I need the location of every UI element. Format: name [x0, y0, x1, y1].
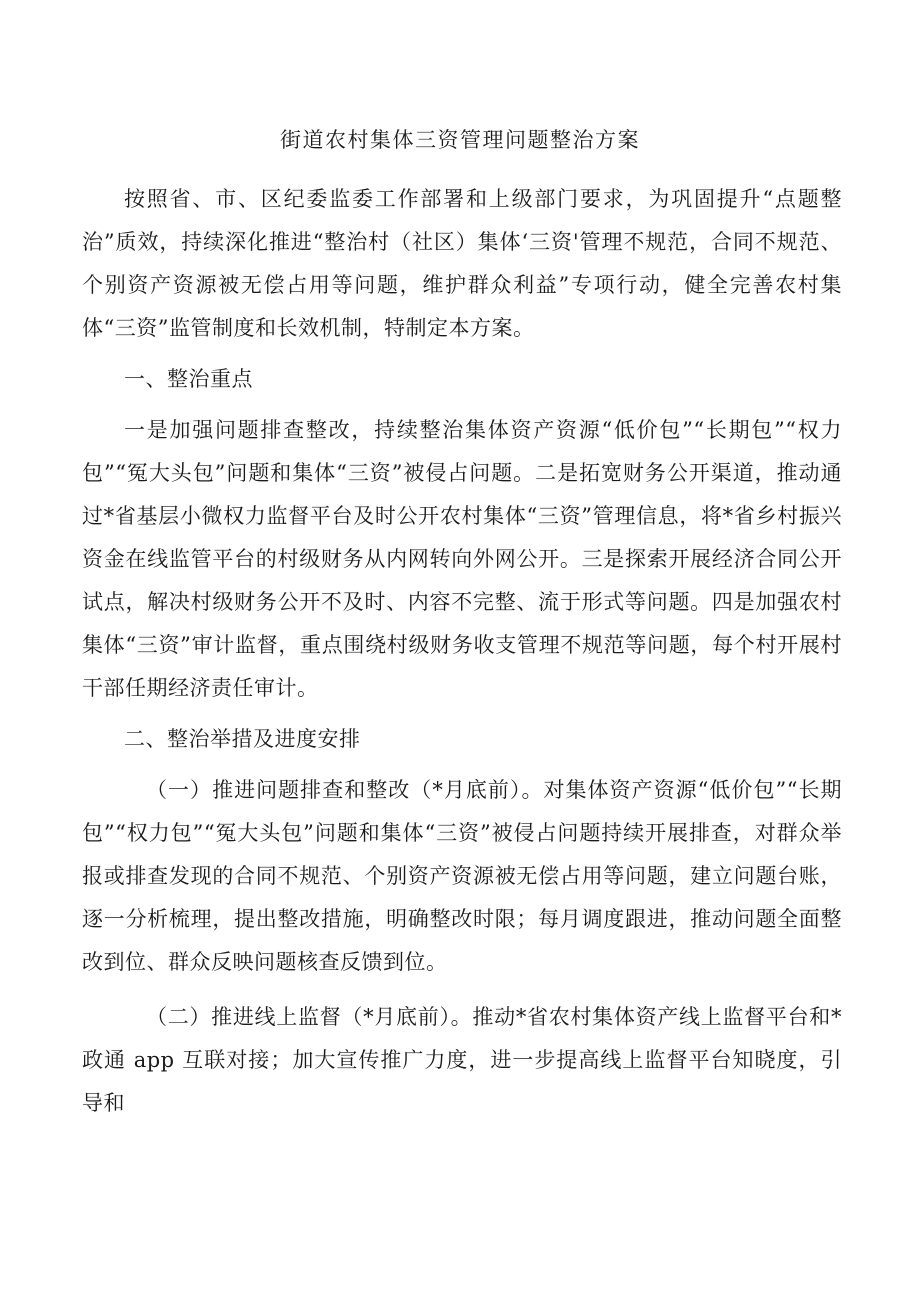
- section-focus-paragraph: 一是加强问题排查整改，持续整治集体资产资源“低价包”“长期包”“权力包”“冤大头包”问题和集体“三资”被侵占问题。二是拓宽财务公开渠道，推动通过*省基层小微权力监督平台及时公开农村集体“三资”管理信息，将*省乡村振兴资金在线监管平台的村级财务从内网转向外网公开。三是探索开展经济合同公开试点，解决村级财务公开不及时、内容不完整、流于形式等问题。四是加强农村集体“三资”审计监督，重点围绕村级财务收支管理不规范等问题，每个村开展村干部任期经济责任审计。: [82, 418, 842, 700]
- document-body: [82, 178, 842, 1125]
- section-heading-measures: 二、整治举措及进度安排: [124, 727, 361, 751]
- subsection-1-paragraph: （一）推进问题排查和整改（*月底前）。对集体资产资源“低价包”“长期包”“权力包”“冤大头包”问题和集体“三资”被侵占问题持续开展排查，对群众举报或排查发现的合同不规范、个别资产资源被无偿占用等问题，建立问题台账，逐一分析梳理，提出整改措施，明确整改时限；每月调度跟进，推动问题全面整改到位、群众反映问题核查反馈到位。: [82, 778, 842, 974]
- document-title: 街道农村集体三资管理问题整治方案: [280, 128, 640, 152]
- subsection-2-paragraph: （二）推进线上监督（*月底前）。推动*省农村集体资产线上监督平台和*政通 app 互联对接；加大宣传推广力度，进一步提高线上监督平台知晓度，引导和: [82, 1005, 842, 1115]
- section-heading-focus: 一、整治重点: [124, 367, 253, 391]
- intro-paragraph: 按照省、市、区纪委监委工作部署和上级部门要求，为巩固提升“点题整治”质效，持续深化推进“整治村（社区）集体‘三资'管理不规范，合同不规范、个别资产资源被无偿占用等问题，维护群众利益”专项行动，健全完善农村集体“三资”监管制度和长效机制，特制定本方案。: [82, 187, 842, 340]
